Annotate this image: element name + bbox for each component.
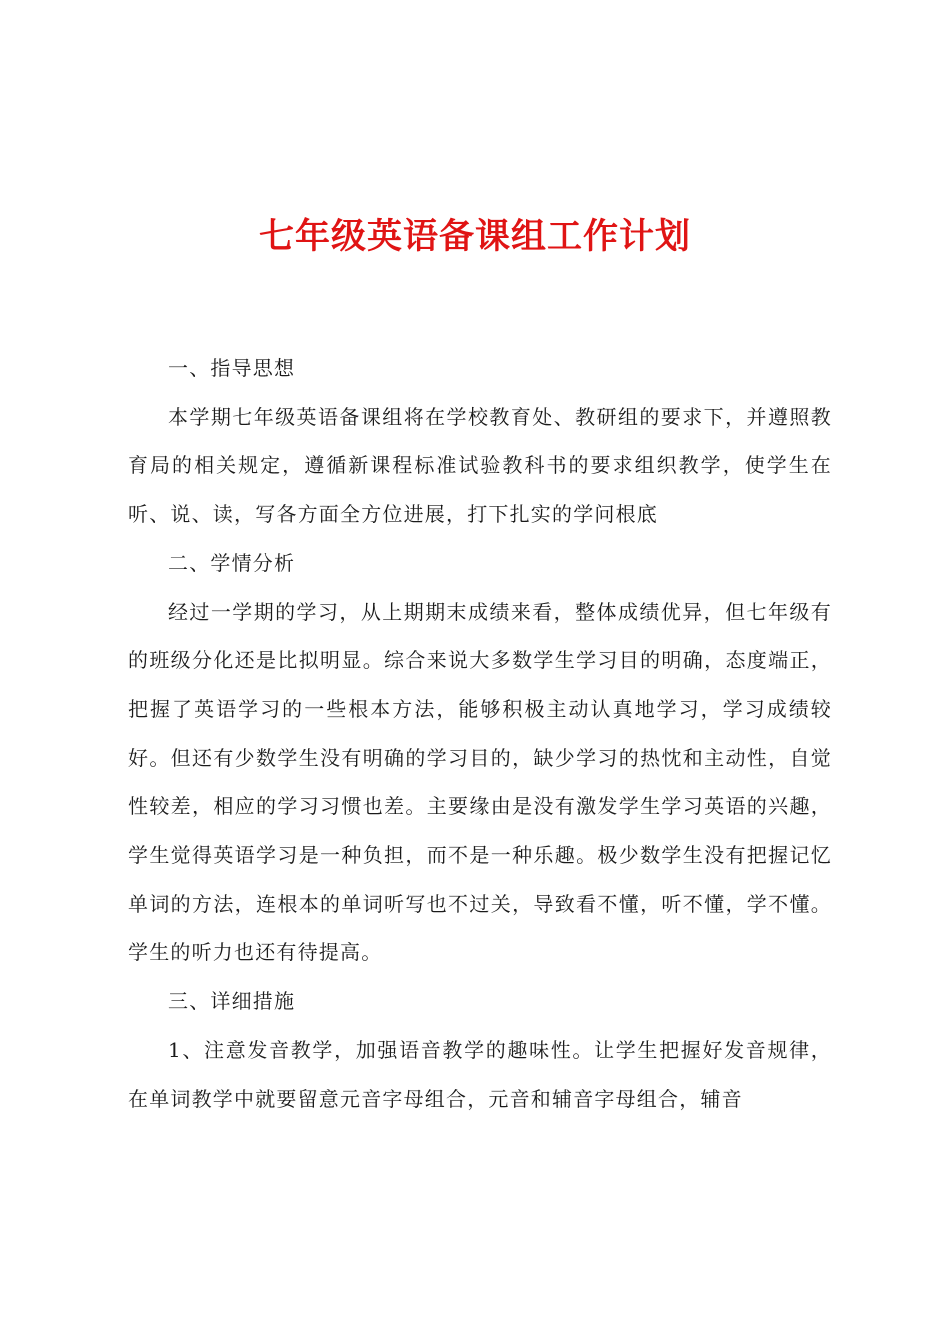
section-heading-learning-analysis: 二、学情分析 — [168, 550, 296, 575]
section-heading-detailed-measures: 三、详细措施 — [168, 989, 296, 1014]
section-heading-guiding-ideology: 一、指导思想 — [168, 356, 296, 380]
paragraph-measure-1: 1、注意发音教学，加强语音教学的趣味性。让学生把握好发音规律，在单词教学中就要留意元音字母组合，元音和辅音字母组合，辅音 — [128, 1037, 832, 1111]
document-body — [128, 344, 832, 1123]
paragraph-learning-analysis: 经过一学期的学习，从上期期末成绩来看，整体成绩优异，但七年级有的班级分化还是比拟明显。综合来说大多数学生学习目的明确，态度端正，把握了英语学习的一些根本方法，能够积极主动认真地学习，学习成绩较好。但还有少数学生没有明确的学习目的，缺少学习的热忱和主动性，自觉性较差，相应的学习习惯也差。主要缘由是没有激发学生学习英语的兴趣，学生觉得英语学习是一种负担，而不是一种乐趣。极少数学生没有把握记忆单词的方法，连根本的单词听写也不过关，导致看不懂，听不懂，学不懂。学生的听力也还有待提高。 — [128, 599, 832, 965]
document-title: 七年级英语备课组工作计划 — [258, 216, 691, 257]
paragraph-guiding-ideology: 本学期七年级英语备课组将在学校教育处、教研组的要求下，并遵照教育局的相关规定，遵循新课程标准试验教科书的要求组织教学，使学生在听、说、读，写各方面全方位进展，打下扎实的学问根底 — [128, 404, 832, 527]
